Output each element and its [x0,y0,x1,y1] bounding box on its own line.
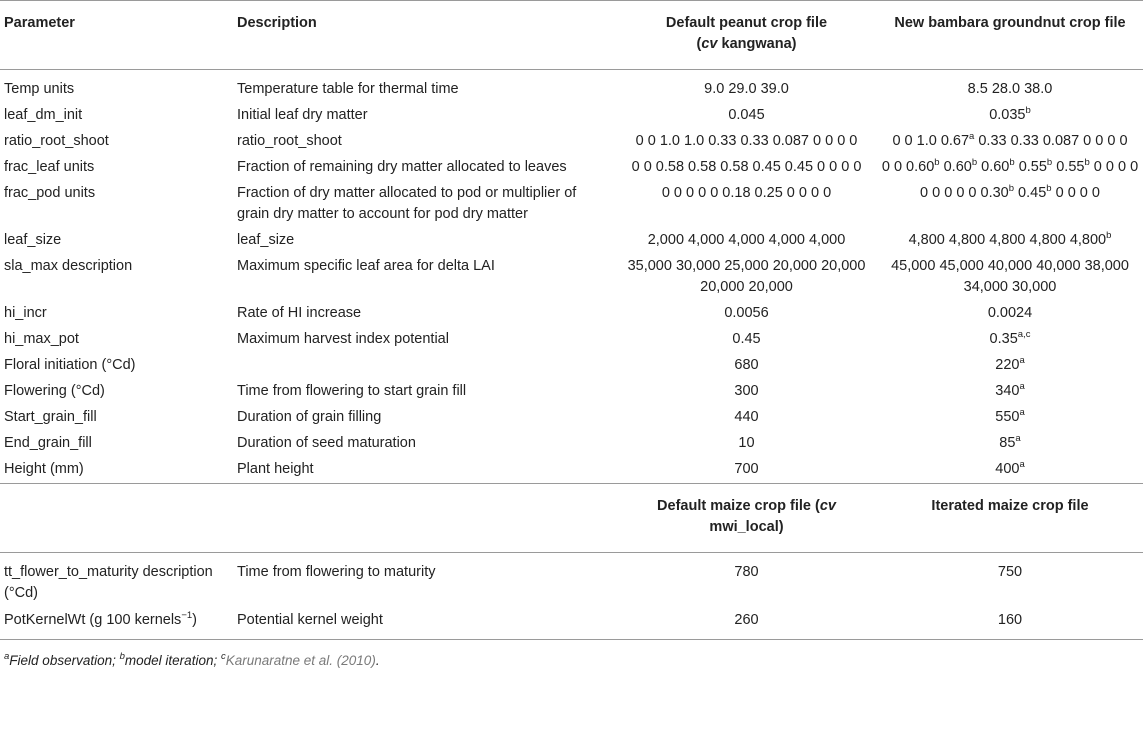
bambara-cell: 220$^a$ [995,355,1025,373]
bambara-cell: 85$^a$ [999,433,1021,451]
table-footnote: $^a$Field observation; $^b$model iteration; $^c$Karunaratne et al. (2010). [4,651,380,668]
param-cell: frac_pod units [4,185,96,201]
table-row [0,228,1143,254]
header-empty [0,484,233,553]
table-row [0,181,1143,228]
bambara-cell: 0 0 1.0 0.67$^a$ 0.33 0.33 0.087 0 0 0 0 [892,131,1128,149]
table-row [0,254,1143,301]
peanut-cell: 680 [734,357,759,373]
bambara-cell: 0 0 0.60$^b$ 0.60$^b$ 0.60$^b$ 0.55$^b$ 0.55$^b$ 0 0 0 0 [881,157,1139,175]
table-row [0,431,1143,457]
param-cell: leaf_dm_init [4,107,83,123]
peanut-cell: 2,000 4,000 4,000 4,000 4,000 [647,232,846,248]
desc-cell: Fraction of remaining dry matter allocated to leaves [237,159,567,175]
desc-cell: Fraction of dry matter allocated to pod or multiplier of grain dry matter to account for pod dry matter [237,185,577,222]
desc-cell: Maximum specific leaf area for delta LAI [237,258,495,274]
param-cell: sla_max description [4,258,133,274]
param-cell: hi_max_pot [4,331,79,347]
param-cell: Temp units [4,81,75,97]
desc-cell: Duration of seed maturation [237,435,416,451]
header-row [0,1,1143,70]
peanut-cell: 440 [734,409,759,425]
header-maize-default: Default maize crop file (cv mwi_local) [616,484,877,553]
desc-cell: leaf_size [237,232,295,248]
table-row [0,608,1143,640]
bambara-cell: 550$^a$ [995,407,1025,425]
table-row [0,353,1143,379]
peanut-cell: 0 0 0 0 0 0.18 0.25 0 0 0 0 [661,185,832,201]
maize-iterated-cell: 750 [997,564,1023,580]
table-row [0,457,1143,484]
peanut-cell: 0 0 1.0 1.0 0.33 0.33 0.087 0 0 0 0 [635,133,858,149]
desc-cell: Initial leaf dry matter [237,107,368,123]
param-cell: hi_incr [4,305,47,321]
header-maize-iterated: Iterated maize crop file [877,484,1143,553]
peanut-cell: 700 [734,461,759,477]
header-parameter: Parameter [0,1,233,70]
param-cell: frac_leaf units [4,159,95,175]
desc-cell: Maximum harvest index potential [237,331,449,347]
peanut-cell: 0.45 [732,331,761,347]
desc-cell: Temperature table for thermal time [237,81,459,97]
bambara-cell: 45,000 45,000 40,000 40,000 38,000 34,000 30,000 [891,258,1129,295]
desc-cell: Potential kernel weight [233,608,616,640]
bambara-cell: 0 0 0 0 0 0.30$^b$ 0.45$^b$ 0 0 0 0 [920,183,1100,201]
desc-cell: Rate of HI increase [237,305,362,321]
table-row [0,155,1143,181]
maize-header-row [0,484,1143,553]
desc-cell: ratio_root_shoot [237,133,342,149]
peanut-cell: 300 [734,383,759,399]
citation-link[interactable]: Karunaratne et al. (2010) [225,653,376,668]
desc-cell [233,353,616,379]
param-cell: tt_flower_to_maturity description (°Cd) [4,564,213,601]
param-cell: End_grain_fill [4,435,92,451]
param-cell: Flowering (°Cd) [4,383,105,399]
table-row [0,129,1143,155]
param-cell: Start_grain_fill [4,409,97,425]
bambara-cell: 8.5 28.0 38.0 [967,81,1053,97]
peanut-cell: 9.0 29.0 39.0 [704,81,789,97]
header-description: Description [233,1,616,70]
bambara-cell: 340$^a$ [995,381,1025,399]
header-peanut: Default peanut crop file (cv kangwana) [616,1,877,70]
header-empty [233,484,616,553]
table-row [0,405,1143,431]
table-row [0,379,1143,405]
bambara-cell: 400$^a$ [995,459,1025,477]
bambara-cell: 0.0024 [987,305,1033,321]
peanut-cell: 0 0 0.58 0.58 0.58 0.45 0.45 0 0 0 0 [631,159,862,175]
param-cell: Height (mm) [4,461,84,477]
param-cell: ratio_root_shoot [4,133,109,149]
bambara-cell: 0.035$^b$ [989,105,1031,123]
table-row [0,553,1143,609]
bambara-cell: 0.35$^{a,c}$ [989,329,1031,347]
desc-cell: Time from flowering to start grain fill [237,383,467,399]
table-row [0,103,1143,129]
maize-iterated-cell: 160 [877,608,1143,640]
maize-default-cell: 780 [734,564,759,580]
bambara-cell: 4,800 4,800 4,800 4,800 4,800$^b$ [908,230,1112,248]
desc-cell: Duration of grain filling [237,409,382,425]
param-cell: PotKernelWt (g 100 kernels$^{-1}$) [0,608,233,640]
maize-default-cell: 260 [616,608,877,640]
table-row [0,70,1143,104]
table-row [0,327,1143,353]
peanut-cell: 10 [738,435,755,451]
peanut-cell: 0.0056 [724,305,769,321]
param-cell: leaf_size [4,232,62,248]
param-cell: Floral initiation (°Cd) [4,357,136,373]
header-bambara: New bambara groundnut crop file [877,1,1143,70]
peanut-cell: 0.045 [728,107,765,123]
table-row [0,301,1143,327]
desc-cell: Plant height [237,461,314,477]
peanut-cell: 35,000 30,000 25,000 20,000 20,000 20,000 20,000 [627,258,866,295]
desc-cell: Time from flowering to maturity [237,564,436,580]
